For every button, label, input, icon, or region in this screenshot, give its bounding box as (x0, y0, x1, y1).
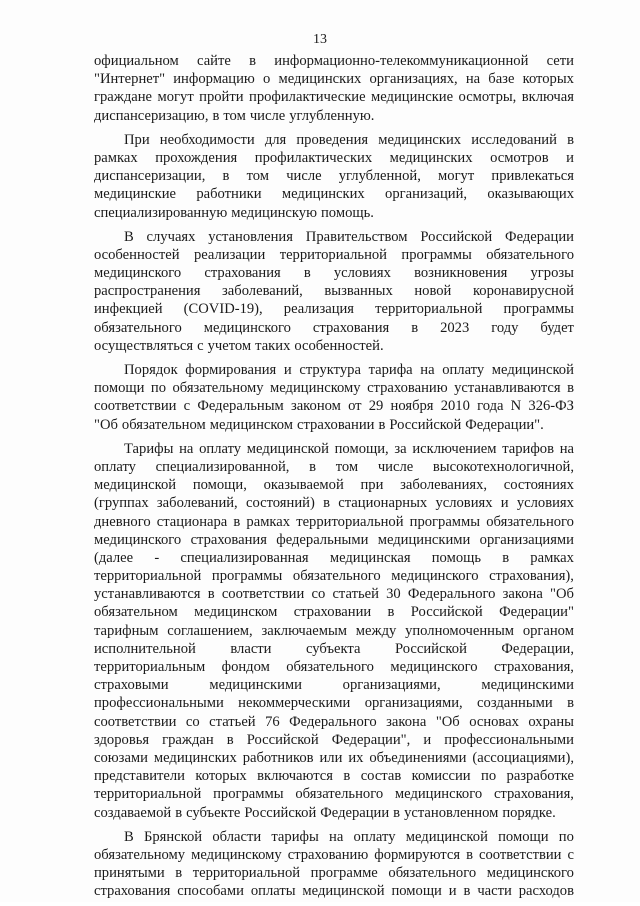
text-line: создаваемой в субъекте Российской Федерации в установленном порядке. (94, 804, 556, 821)
text-line: территориальным фондом обязательного медицинского страхования, (94, 659, 574, 675)
text-line: Порядок формирования и структура тарифа на оплату медицинской (124, 362, 574, 378)
text-line: В Брянской области тарифы на оплату медицинской помощи по (124, 828, 574, 845)
text-line: принятыми в территориальной программе обязательного медицинского (94, 865, 574, 882)
text-line: инфекцией (COVID-19), реализация территориальной программы (94, 301, 574, 318)
text-line: помощи по обязательному медицинскому страхованию устанавливаются в (94, 380, 574, 397)
paragraph (94, 228, 574, 355)
text-line: распространения заболеваний, вызванных новой коронавирусной (94, 283, 574, 300)
paragraph (94, 131, 574, 222)
text-line: соответствии с Федеральным законом от 29 ноября 2010 года N 326-ФЗ (94, 398, 574, 415)
text-line: соответствии со статьей 76 Федерального закона "Об основах охраны (94, 713, 574, 730)
text-line: устанавливаются в соответствии со статьей 30 Федерального закона "Об (94, 586, 574, 603)
text-line: представители которых включаются в состав комиссии по разработке (94, 768, 574, 785)
document-body (94, 52, 574, 906)
text-line: диспансеризацию, в том числе углубленную. (94, 107, 375, 124)
text-line: медицинской помощи, оказываемой при заболеваниях, состояниях (94, 477, 574, 494)
text-line: осуществляться с учетом таких особенностей. (94, 337, 384, 354)
text-line: территориальной программы обязательного медицинского страхования), (94, 568, 574, 585)
text-line: союзами медицинских работников или их объединениями (ассоциациями), (94, 749, 574, 766)
text-line: здоровья граждан в Российской Федерации", и профессиональными (94, 731, 574, 748)
text-line: территориальной программы обязательного медицинского страхования, (94, 786, 574, 803)
paragraph (94, 828, 574, 901)
text-line: особенностей реализации территориальной программы обязательного (94, 246, 574, 263)
text-line: При необходимости для проведения медицинских исследований в (124, 131, 574, 148)
text-line: диспансеризации, в том числе углубленной, могут привлекаться (94, 168, 574, 185)
text-line: специализированную медицинскую помощь. (94, 204, 374, 221)
text-line: медицинские работники медицинских организаций, оказывающих (94, 186, 574, 203)
text-line: оплату специализированной, в том числе высокотехнологичной, (94, 458, 574, 475)
text-line: обязательного медицинского страхования в 2023 году будет (94, 319, 574, 336)
paragraph (94, 52, 574, 125)
text-line: страхования способами оплаты медицинской помощи и в части расходов (94, 883, 574, 900)
text-line: исполнительной власти субъекта Российской Федерации, (94, 640, 574, 657)
text-line: В случаях установления Правительством Российской Федерации (124, 228, 574, 245)
text-line: страховыми медицинскими организациями, медицинскими (94, 677, 574, 694)
paragraph (94, 361, 574, 434)
text-line: обязательном медицинском страховании в Российской Федерации" (94, 604, 574, 621)
text-line: тарифным соглашением, заключаемым между уполномоченным органом (94, 622, 574, 639)
text-line: "Интернет" информацию о медицинских организациях, на базе которых (94, 71, 574, 88)
text-line: рамках прохождения профилактических медицинских осмотров и (94, 149, 574, 166)
text-line: обязательному медицинскому страхованию формируются в соответствии с (94, 846, 574, 863)
text-line: граждане могут пройти профилактические медицинские осмотры, включая (94, 89, 574, 106)
text-line: медицинского страхования федеральными медицинскими организациями (94, 531, 574, 548)
text-line: Тарифы на оплату медицинской помощи, за исключением тарифов на (124, 440, 574, 457)
text-line: официальном сайте в информационно-телекоммуникационной сети (94, 53, 574, 69)
page-number: 13 (313, 32, 327, 47)
text-line: медицинского страхования в условиях возникновения угрозы (94, 265, 574, 282)
text-line: (далее - специализированная медицинская помощь в рамках (94, 549, 574, 566)
text-line: "Об обязательном медицинском страховании в Российской Федерации". (94, 416, 544, 433)
text-line: (группах заболеваний, состояний) в стационарных условиях и условиях (94, 495, 574, 512)
text-line: профессиональными некоммерческими организациями, созданными в (94, 695, 574, 712)
paragraph (94, 440, 574, 822)
text-line: дневного стационара в рамках территориальной программы обязательного (94, 513, 574, 530)
